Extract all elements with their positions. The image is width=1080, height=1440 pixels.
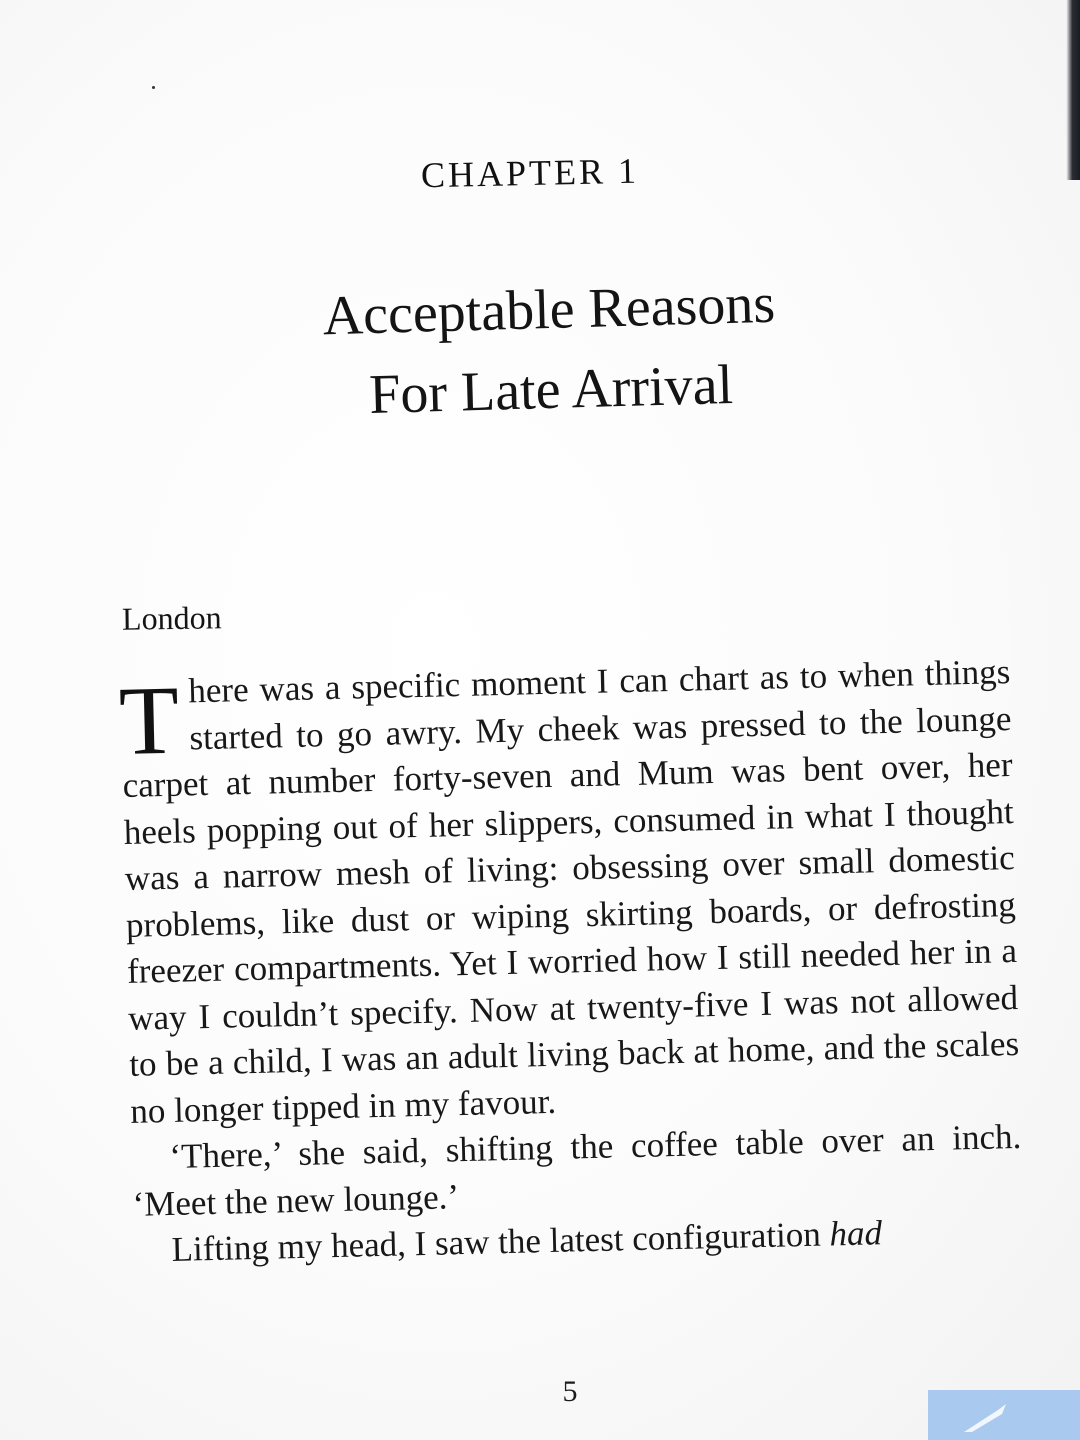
chapter-title-line-2: For Late Arrival [368,353,734,427]
paragraph-3-text: Lifting my head, I saw the latest configuration [171,1214,830,1269]
page-number: 5 [562,1375,578,1408]
paragraph-3-italic: had [829,1213,883,1254]
chapter-title-line-1: Acceptable Reasons [321,272,776,348]
chapter-number: CHAPTER 1 [420,150,640,196]
corner-watermark [928,1390,1080,1440]
pen-icon [958,1396,1018,1436]
section-heading: London [121,599,222,637]
paragraph-1 [117,649,1021,1135]
chapter-title [178,260,922,441]
paper-speck [152,86,155,89]
body-text [117,649,1024,1274]
paragraph-1-text: here was a specific moment I can chart as to when things started to go awry. My cheek was pressed to the lounge carpet at number forty-seven and Mum was bent over, her heels popping out of her slippers, consumed in what I thought was a narrow mesh of living: obsessing over small domestic problems, like dust or wiping skirting boards, or defrosting freezer compartments. Yet I worried how I still needed her in a way I couldn’t specify. Now at twenty-five I was not allowed to be a child, I was an adult living back at home, and the scales no longer tipped in my favour. [122,652,1020,1131]
paragraph-2: ‘There,’ she said, shifting the coffee table over an inch. ‘Meet the new lounge.’ [132,1116,1022,1224]
drop-cap: T [117,666,181,777]
